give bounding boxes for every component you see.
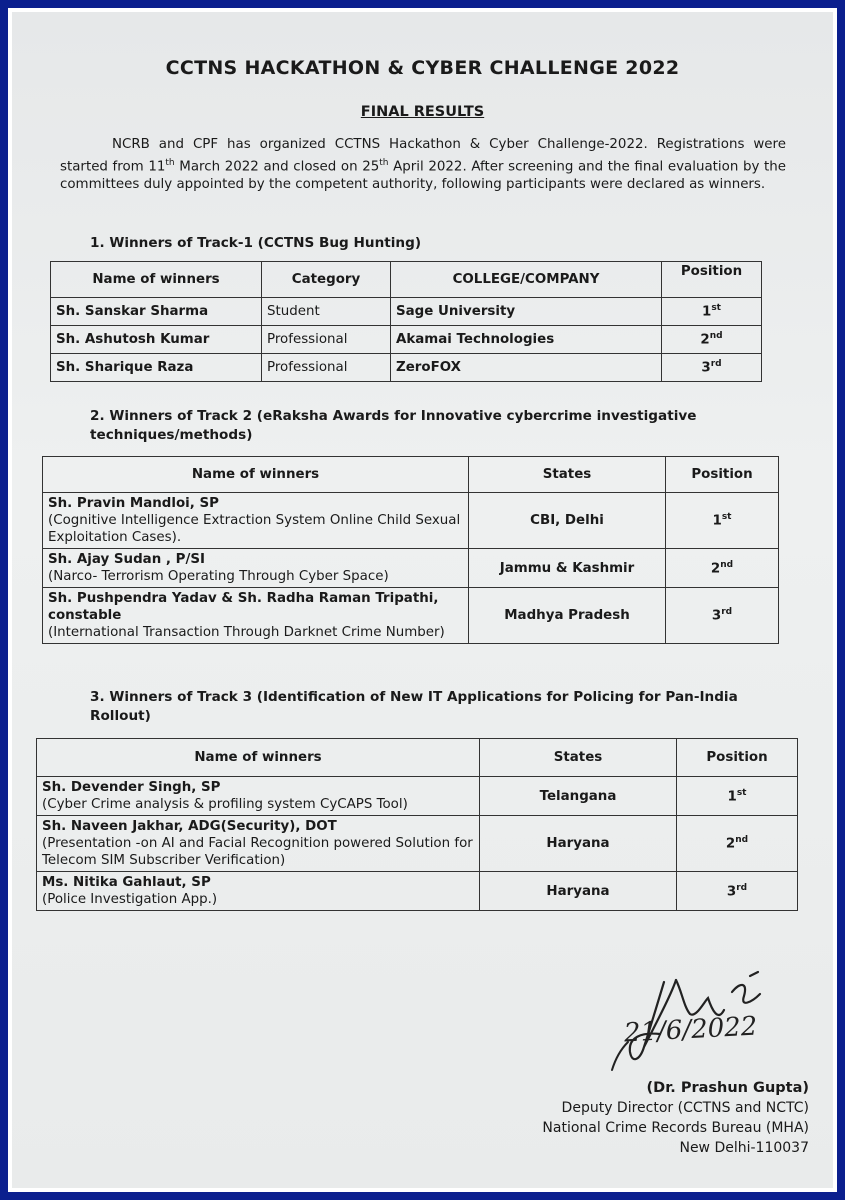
table-row — [37, 816, 798, 872]
winner-state: Madhya Pradesh — [469, 588, 666, 644]
table-row — [43, 493, 779, 549]
winner-category: Professional — [262, 354, 391, 382]
track2-table — [42, 456, 779, 644]
table-row — [51, 354, 762, 382]
winner-position: 2nd — [666, 549, 779, 588]
track1-header-org: COLLEGE/COMPANY — [391, 262, 662, 298]
winner-description: (Cyber Crime analysis & profiling system CyCAPS Tool) — [42, 797, 408, 812]
winner-description: (Narco- Terrorism Operating Through Cyber Space) — [48, 569, 389, 584]
winner-position: 1st — [662, 298, 762, 326]
document-subtitle: FINAL RESULTS — [360, 104, 485, 120]
table-row — [37, 777, 798, 816]
winner-position: 2nd — [677, 816, 798, 872]
winner-org: Akamai Technologies — [391, 326, 662, 354]
winner-cell — [43, 588, 469, 644]
track2-header-position: Position — [666, 457, 779, 493]
document-page — [12, 12, 833, 1188]
winner-position: 3rd — [666, 588, 779, 644]
winner-name: Sh. Naveen Jakhar, ADG(Security), DOT — [42, 819, 337, 834]
winner-name: Sh. Ajay Sudan , P/SI — [48, 552, 205, 567]
signatory-address: New Delhi-110037 — [679, 1140, 809, 1156]
track1-header-name: Name of winners — [51, 262, 262, 298]
winner-name: Sh. Devender Singh, SP — [42, 780, 221, 795]
table-row — [51, 298, 762, 326]
winner-name: Sh. Pushpendra Yadav & Sh. Radha Raman Tripathi, constable — [48, 591, 439, 623]
track3-header-position: Position — [677, 739, 798, 777]
winner-description: (Cognitive Intelligence Extraction System Online Child Sexual Exploitation Cases). — [48, 513, 461, 545]
signatory-designation: Deputy Director (CCTNS and NCTC) — [561, 1100, 809, 1116]
table-row — [51, 326, 762, 354]
winner-category: Student — [262, 298, 391, 326]
signatory-office: National Crime Records Bureau (MHA) — [542, 1120, 809, 1136]
winner-cell — [37, 777, 480, 816]
winner-cell — [43, 549, 469, 588]
signature-scribble — [572, 952, 822, 1072]
winner-category: Professional — [262, 326, 391, 354]
winner-description: (Presentation -on AI and Facial Recognition powered Solution for Telecom SIM Subscriber Verification) — [42, 836, 473, 868]
winner-description: (International Transaction Through Darknet Crime Number) — [48, 625, 445, 640]
winner-state: CBI, Delhi — [469, 493, 666, 549]
track3-header-states: States — [480, 739, 677, 777]
signatory-block — [542, 1078, 809, 1158]
intro-paragraph: NCRB and CPF has organized CCTNS Hackathon & Cyber Challenge-2022. Registrations were started from 11th March 2022 and closed on 25th April 2022. After screening and the final evaluation by the committees duly appointed by the competent authority, following participants were declared as winners. — [60, 137, 786, 193]
winner-position: 2nd — [662, 326, 762, 354]
winner-org: Sage University — [391, 298, 662, 326]
page-border — [8, 8, 837, 1192]
winner-org: ZeroFOX — [391, 354, 662, 382]
winner-cell — [37, 816, 480, 872]
winner-name: Sh. Pravin Mandloi, SP — [48, 496, 219, 511]
winner-state: Haryana — [480, 872, 677, 911]
winner-cell — [43, 493, 469, 549]
track1-header-position: Position — [662, 262, 762, 298]
signatory-name: (Dr. Prashun Gupta) — [646, 1080, 809, 1096]
track1-table — [50, 261, 762, 382]
winner-position: 1st — [666, 493, 779, 549]
signature-date: 21/6/2022 — [623, 1011, 759, 1049]
track3-heading: 3. Winners of Track 3 (Identification of New IT Applications for Policing for Pan-India Rollout) — [90, 689, 738, 724]
table-row — [37, 872, 798, 911]
track1-header-category: Category — [262, 262, 391, 298]
winner-name: Sh. Sharique Raza — [51, 354, 262, 382]
track1-heading: 1. Winners of Track-1 (CCTNS Bug Hunting) — [90, 235, 422, 251]
winner-position: 3rd — [662, 354, 762, 382]
winner-state: Jammu & Kashmir — [469, 549, 666, 588]
winner-position: 1st — [677, 777, 798, 816]
winner-state: Haryana — [480, 816, 677, 872]
track2-header-name: Name of winners — [43, 457, 469, 493]
track2-heading: 2. Winners of Track 2 (eRaksha Awards for Innovative cybercrime investigative techniques/methods) — [90, 408, 697, 443]
winner-state: Telangana — [480, 777, 677, 816]
track3-header-name: Name of winners — [37, 739, 480, 777]
table-row — [43, 588, 779, 644]
document-title: CCTNS HACKATHON & CYBER CHALLENGE 2022 — [165, 57, 680, 79]
track3-table — [36, 738, 798, 911]
winner-description: (Police Investigation App.) — [42, 892, 218, 907]
winner-position: 3rd — [677, 872, 798, 911]
winner-name: Ms. Nitika Gahlaut, SP — [42, 875, 211, 890]
winner-cell — [37, 872, 480, 911]
winner-name: Sh. Sanskar Sharma — [51, 298, 262, 326]
winner-name: Sh. Ashutosh Kumar — [51, 326, 262, 354]
table-row — [43, 549, 779, 588]
track2-header-states: States — [469, 457, 666, 493]
